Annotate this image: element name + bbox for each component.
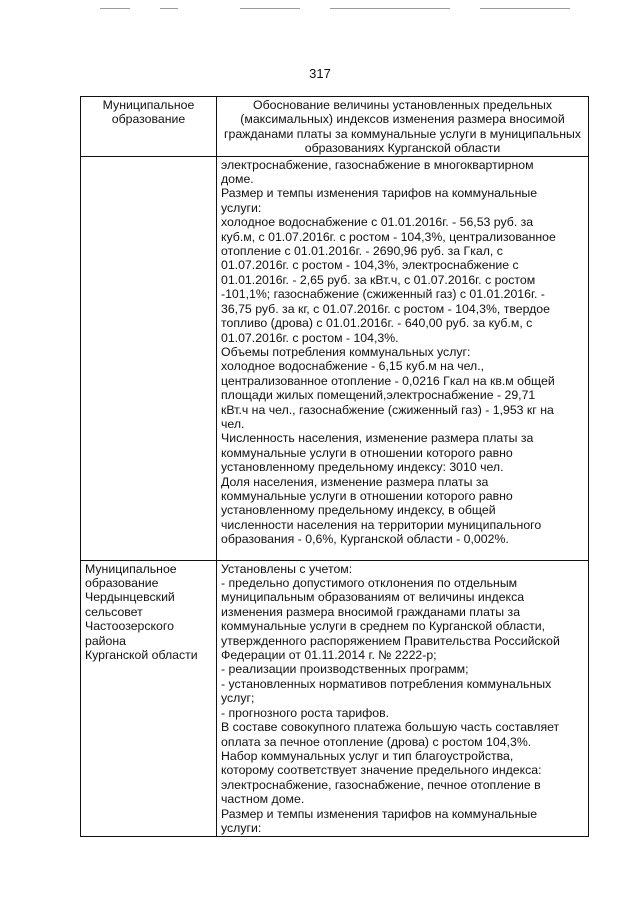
tariff-table [80, 96, 589, 837]
header-municipality [81, 97, 217, 157]
header-municipality-text: Муниципальное образование [102, 98, 195, 127]
municipality-cell [81, 560, 217, 836]
justification-cell [217, 560, 589, 836]
header-justification: Обоснование величины установленных предельных (максимальных) индексов изменения размера вносимой гражданами платы за коммунальные услуги в муниципальных образованиях Курганской области [217, 97, 589, 157]
table-row [81, 560, 589, 836]
page-number: 317 [309, 66, 331, 81]
municipality-cell [81, 156, 217, 560]
justification-text: Установлены с учетом: - предельно допустимого отклонения по отдельным муниципальным образованиям от величины индекса изменения размера вносимой гражданами платы за коммунальные услуги в среднем по Курганской области, утвержденного распоряжением Правительства Российской Федерации от 01.11.2014 г. № 2222-р; - реализации производственных программ; - установленных нормативов потребления коммунальных услуг; - прогнозного роста тарифов. В составе совокупного платежа большую часть составляет оплата за печное отопление (дрова) с ростом 104,3%. Набор коммунальных услуг и тип благоустройства, которому соответствует значение предельного индекса: электроснабжение, газоснабжение, печное отопление в частном доме. Размер и темпы изменения тарифов на коммунальные услуги: [221, 561, 560, 835]
table-header-row [81, 97, 589, 157]
municipality-name: Муниципальное образование Чердынцевский сельсовет Частоозерского района Курганской области [85, 561, 198, 663]
table-row [81, 156, 589, 560]
justification-text: электроснабжение, газоснабжение в многоквартирном доме. Размер и темпы изменения тарифов на коммунальные услуги: холодное водоснабжение с 01.01.2016г. - 56,53 руб. за куб.м, с 01.07.2016г. с ростом - 104,3%, централизованное отопление с 01.01.2016г. - 2690,96 руб. за Гкал, с 01.07.2016г. с ростом - 104,3%, электроснабжение с 01.01.2016г. - 2,65 руб. за кВт.ч, с 01.07.2016г. с ростом -101,1%; газоснабжение (сжиженный газ) с 01.01.2016г. - 36,75 руб. за кг, с 01.07.2016г. с ростом - 104,3%, твердое топливо (дрова) с 01.01.2016г. - 640,00 руб. за куб.м, с 01.07.2016г. с ростом - 104,3%. Объемы потребления коммунальных услуг: холодное водоснабжение - 6,15 куб.м на чел., централизованное отопление - 0,0216 Гкал на кв.м общей площади жилых помещений,электроснабжение - 29,71 кВт.ч на чел., газоснабжение (сжиженный газ) - 1,953 кг на чел. Численность населения, изменение размера платы за коммунальные услуги в отношении которого равно установленному предельному индексу: 3010 чел. Доля населения, изменение размера платы за коммунальные услуги в отношении которого равно установленному предельному индексу, в общей численности населения на территории муниципального образования - 0,6%, Курганской области - 0,002%. [221, 157, 556, 547]
justification-cell [217, 156, 589, 560]
scan-artifact-marks [100, 4, 580, 14]
